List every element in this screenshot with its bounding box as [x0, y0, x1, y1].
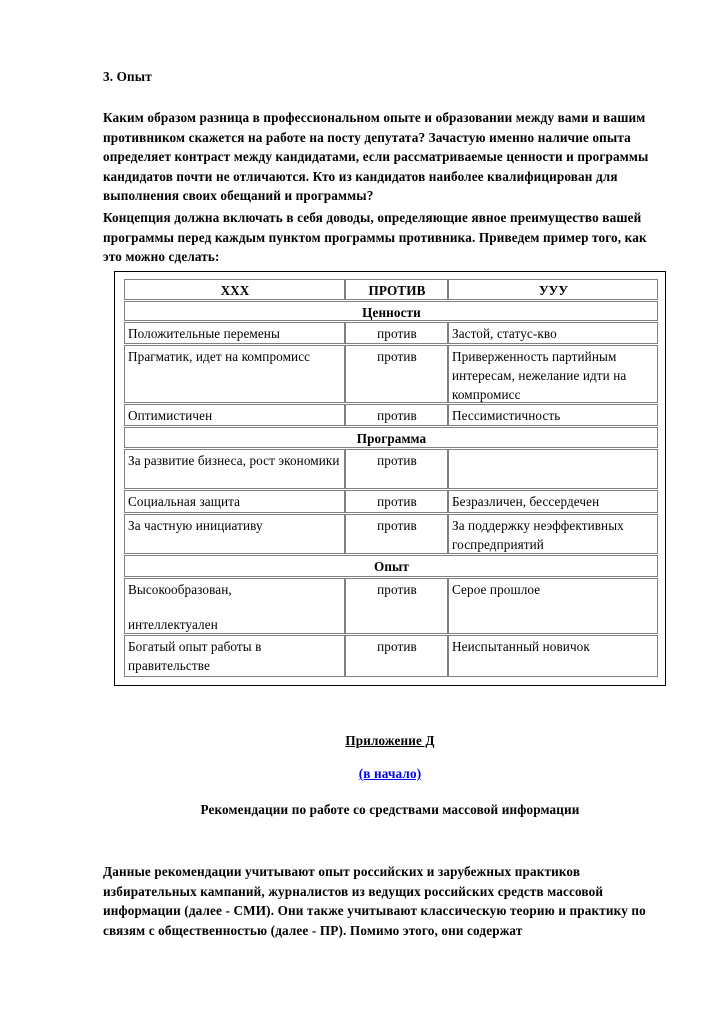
- table-cell-right: Безразличен, бессердечен: [448, 490, 658, 513]
- table-cell-left: Богатый опыт работы в правительстве: [124, 635, 345, 677]
- group-title-program: Программа: [124, 427, 658, 448]
- back-link-container: [0, 764, 728, 784]
- table-cell-left: Прагматик, идет на компромисс: [124, 345, 345, 403]
- table-cell-right: Приверженность партийным интересам, нежелание идти на компромисс: [448, 345, 658, 403]
- appendix-title: [0, 731, 728, 751]
- table-cell-middle: против: [345, 635, 448, 677]
- intro-paragraph: Каким образом разница в профессиональном опыте и образовании между вами и вашим противником скажется на работе на посту депутата? Зачастую именно наличие опыта определяет контраст между кандидатами, если рассматриваемые ценности и программы кандидатов почти не отличаются. Кто из кандидатов наиболее квалифицирован для выполнения своих обещаний и программы?: [103, 110, 649, 203]
- group-title-values: Ценности: [124, 301, 658, 321]
- table-cell-right: Пессимистичность: [448, 404, 658, 426]
- table-cell-left: За развитие бизнеса, рост экономики: [124, 449, 345, 489]
- cell-line: Высокообразован,: [128, 582, 232, 597]
- table-cell-right: За поддержку неэффективных госпредприятий: [448, 514, 658, 554]
- table-cell-middle: против: [345, 345, 448, 403]
- concept-paragraph: Концепция должна включать в себя доводы, определяющие явное преимущество вашей программы перед каждым пунктом программы противника. Приведем пример того, как это можно сделать:: [103, 210, 647, 264]
- media-recommendations-heading: Рекомендации по работе со средствами массовой информации: [200, 802, 580, 817]
- table-cell-right: Застой, статус-кво: [448, 322, 658, 344]
- table-cell-middle: против: [345, 514, 448, 554]
- table-cell-right: Серое прошлое: [448, 578, 658, 634]
- cell-line: интеллектуален: [128, 617, 218, 632]
- table-cell-right: Неиспытанный новичок: [448, 635, 658, 677]
- back-to-top-link[interactable]: (в начало): [358, 766, 422, 781]
- table-cell-left: Оптимистичен: [124, 404, 345, 426]
- header-against: ПРОТИВ: [345, 279, 448, 300]
- table-cell-left: За частную инициативу: [124, 514, 345, 554]
- table-cell-middle: против: [345, 449, 448, 489]
- table-cell-middle: против: [345, 322, 448, 344]
- table-cell-middle: против: [345, 578, 448, 634]
- section-title: 3. Опыт: [103, 69, 152, 84]
- comparison-table: [114, 271, 666, 686]
- table-cell-left: Положительные перемены: [124, 322, 345, 344]
- appendix-title-text: Приложение Д: [345, 733, 435, 748]
- recommendations-paragraph: Данные рекомендации учитывают опыт российских и зарубежных практиков избирательных кампаний, журналистов из ведущих российских средств массовой информации (далее - СМИ). Они также учитывают классическую теорию и практику по связям с общественностью (далее - ПР). Помимо этого, они содержат: [103, 864, 646, 938]
- header-yyy: УУУ: [448, 279, 658, 300]
- table-cell-left: Социальная защита: [124, 490, 345, 513]
- table-cell-right: [448, 449, 658, 489]
- table-cell-middle: против: [345, 490, 448, 513]
- table-cell-middle: против: [345, 404, 448, 426]
- table-cell-left: [124, 578, 345, 634]
- group-title-experience: Опыт: [124, 555, 658, 577]
- header-xxx: XXX: [124, 279, 345, 300]
